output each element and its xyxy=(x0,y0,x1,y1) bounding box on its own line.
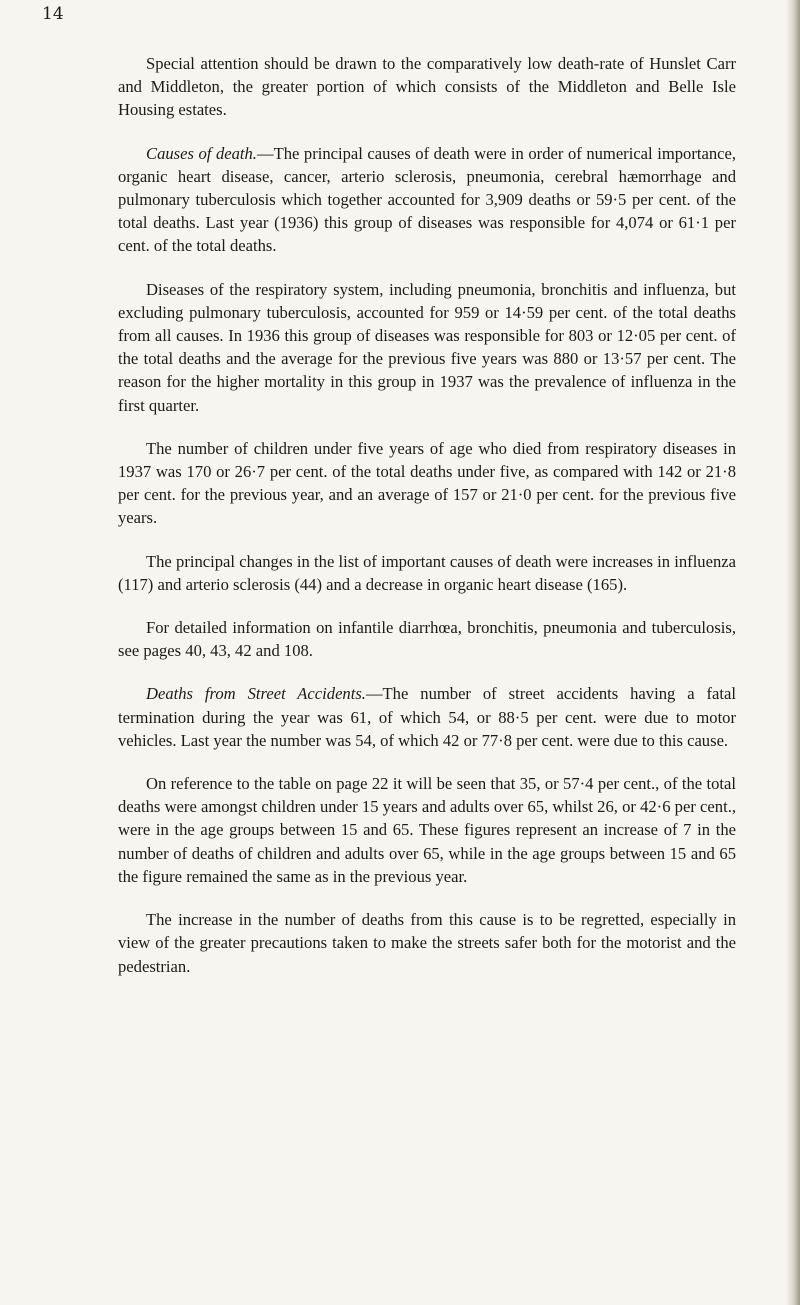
page-number: 14 xyxy=(42,4,64,24)
paragraph-respiratory: Diseases of the respiratory system, including pneumonia, bronchitis and influenza, but excluding pulmonary tuberculosis, accounted for 959 or 14·59 per cent. of the total deaths from all causes. In 1936 this group of diseases was responsible for 803 or 12·05 per cent. of the total deaths and the average for the previous five years was 880 or 13·57 per cent. The reason for the higher mortality in this group in 1937 was the prevalence of influenza in the first quarter. xyxy=(118,279,736,415)
paragraph-age-groups: On reference to the table on page 22 it will be seen that 35, or 57·4 per cent., of the total deaths were amongst children under 15 years and adults over 65, whilst 26, or 42·6 per cent., were in the age groups between 15 and 65. These figures represent an increase of 7 in the number of deaths of children and adults over 65, while in the age groups between 15 and 65 the figure remained the same as in the previous year. xyxy=(118,774,736,886)
paragraph-causes-of-death xyxy=(118,142,736,258)
paragraph-detailed-information: For detailed information on infantile diarrhœa, bronchitis, pneumonia and tuberculosis, see pages 40, 43, 42 and 108. xyxy=(118,618,736,661)
causes-of-death-heading: Causes of death. xyxy=(146,143,257,163)
paragraph-children-under-five: The number of children under five years of age who died from respiratory diseases in 1937 was 170 or 26·7 per cent. of the total deaths under five, as compared with 142 or 21·8 per cent. for the previous year, and an average of 157 or 21·0 per cent. for the previous five years. xyxy=(118,438,736,528)
street-accidents-text: —The number of street accidents having a fatal termination during the year was 61, of which 54, or 88·5 per cent. were due to motor vehicles. Last year the number was 54, of which 42 or 77·8 per cent. were due to this cause. xyxy=(118,684,736,750)
body-text xyxy=(118,52,736,998)
paragraph-principal-changes: The principal changes in the list of important causes of death were increases in influenza (117) and arterio sclerosis (44) and a decrease in organic heart disease (165). xyxy=(118,551,736,594)
paragraph-increase-regretted: The increase in the number of deaths from this cause is to be regretted, especially in view of the greater precautions taken to make the streets safer both for the motorist and the pedestrian. xyxy=(118,910,736,976)
paragraph-street-accidents xyxy=(118,682,736,752)
paragraph-hunslet: Special attention should be drawn to the comparatively low death-rate of Hunslet Carr and Middleton, the greater portion of which consists of the Middleton and Belle Isle Housing estates. xyxy=(118,54,736,120)
page-edge-shadow xyxy=(786,0,800,1305)
street-accidents-heading: Deaths from Street Accidents. xyxy=(146,684,366,704)
causes-of-death-text: —The principal causes of death were in order of numerical importance, organic heart disease, cancer, arterio sclerosis, pneumonia, cerebral hæmorrhage and pulmonary tuberculosis which together accounted for 3,909 deaths or 59·5 per cent. of the total deaths. Last year (1936) this group of diseases was responsible for 4,074 or 61·1 per cent. of the total deaths. xyxy=(118,143,736,256)
